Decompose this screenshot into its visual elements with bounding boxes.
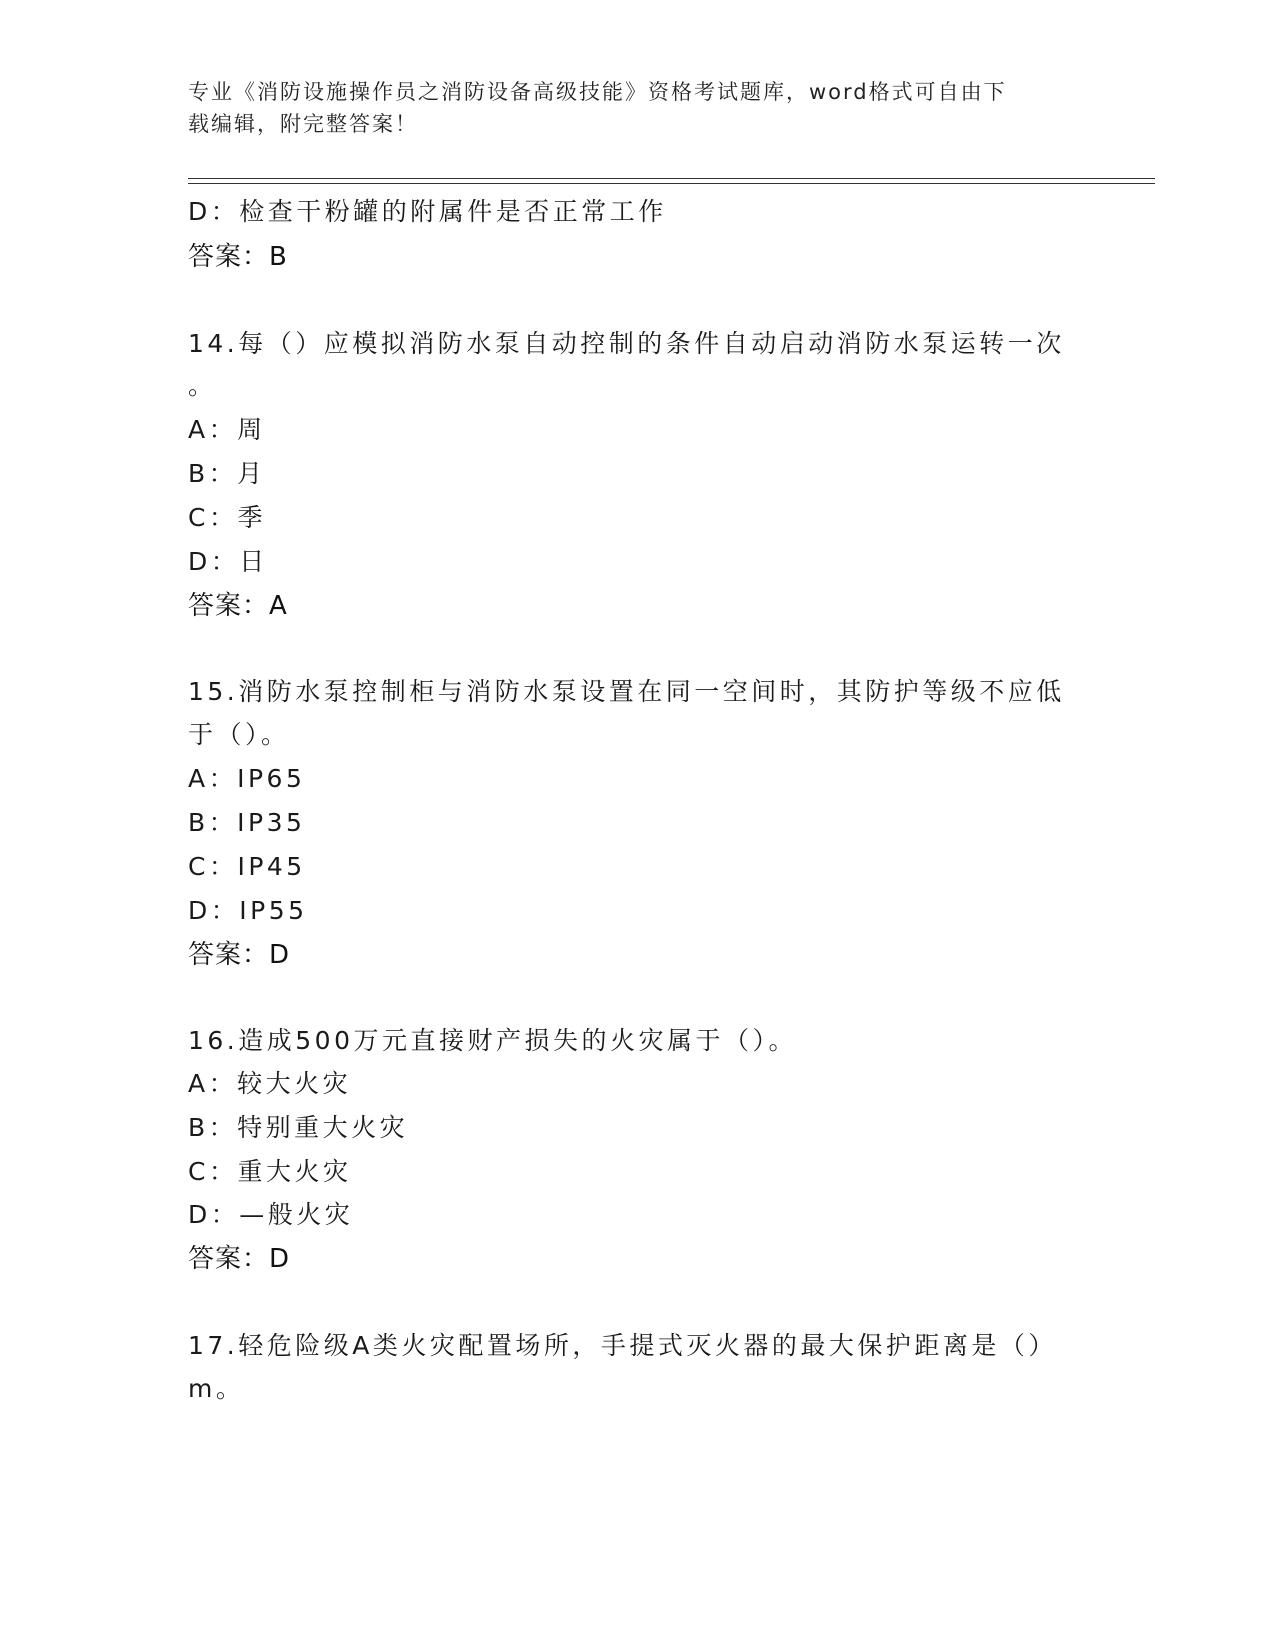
header-line-2: 载编辑，附完整答案！ bbox=[188, 112, 418, 136]
option-a: A：IP65 bbox=[188, 764, 306, 793]
question-stem: 15.消防水泵控制柜与消防水泵设置在同一空间时，其防护等级不应低 bbox=[188, 677, 1065, 706]
header-line-1: 专业《消防设施操作员之消防设备高级技能》资格考试题库，word格式可自由下 bbox=[188, 80, 1007, 104]
header-divider-top bbox=[188, 178, 1155, 179]
option-c: C：IP45 bbox=[188, 852, 306, 881]
document-header bbox=[188, 76, 1068, 140]
question-stem-continuation: m。 bbox=[188, 1374, 245, 1403]
answer: 答案：D bbox=[188, 1244, 291, 1274]
question-stem: 16.造成500万元直接财产损失的火灾属于（）。 bbox=[188, 1026, 797, 1055]
option-a: A：周 bbox=[188, 415, 266, 444]
question-stem-continuation: 于（）。 bbox=[188, 720, 290, 749]
question-stem-continuation: 。 bbox=[188, 371, 217, 400]
answer: 答案：D bbox=[188, 940, 291, 970]
option-d: D：检查干粉罐的附属件是否正常工作 bbox=[188, 197, 667, 226]
option-d: D：—般火灾 bbox=[188, 1200, 354, 1229]
question-stem: 14.每（）应模拟消防水泵自动控制的条件自动启动消防水泵运转一次 bbox=[188, 329, 1065, 358]
header-divider-bottom bbox=[188, 183, 1155, 184]
option-b: B：IP35 bbox=[188, 808, 306, 837]
question-stem: 17.轻危险级A类火灾配置场所，手提式灭火器的最大保护距离是（） bbox=[188, 1331, 1057, 1360]
option-d: D：日 bbox=[188, 547, 268, 576]
option-a: A：较大火灾 bbox=[188, 1069, 352, 1098]
answer: 答案：A bbox=[188, 591, 288, 621]
answer: 答案：B bbox=[188, 242, 288, 272]
option-c: C：季 bbox=[188, 503, 266, 532]
option-c: C：重大火灾 bbox=[188, 1157, 352, 1186]
option-b: B：月 bbox=[188, 459, 266, 488]
option-b: B：特别重大火灾 bbox=[188, 1113, 409, 1142]
option-d: D：IP55 bbox=[188, 896, 308, 925]
